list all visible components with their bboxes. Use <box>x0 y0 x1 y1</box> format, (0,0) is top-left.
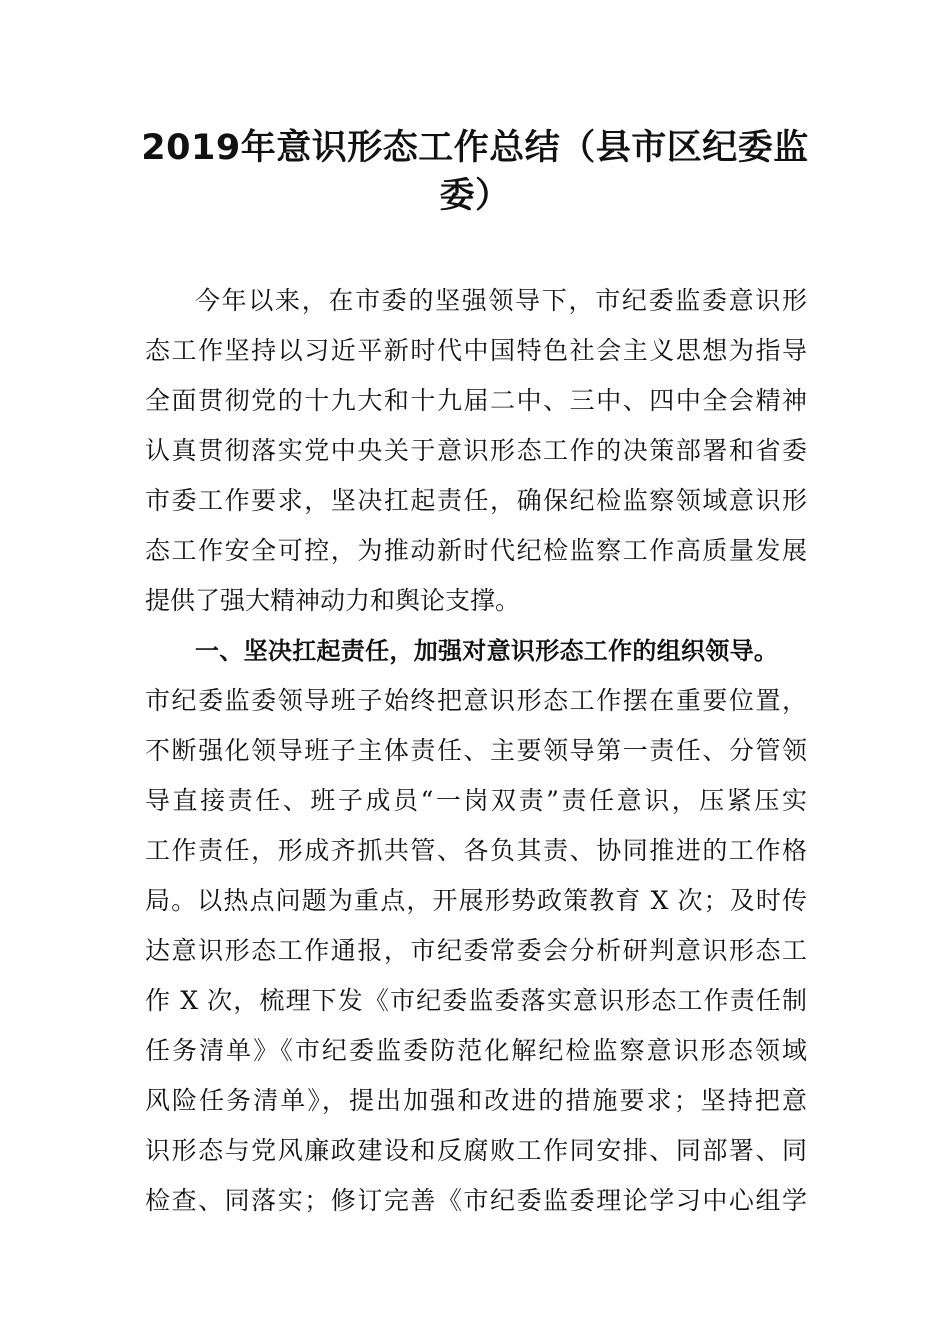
paragraph-line: 全面贯彻党的十九大和十九届二中、三中、四中全会精神 <box>145 386 807 415</box>
document-title <box>140 124 810 220</box>
document-body <box>145 276 807 1226</box>
paragraph-line: 识形态与党风廉政建设和反腐败工作同安排、同部署、同 <box>145 1136 807 1165</box>
paragraph-line: 工作责任，形成齐抓共管、各负其责、协同推进的工作格 <box>145 836 807 865</box>
paragraph-line: 任务清单》《市纪委监委防范化解纪检监察意识形态领域 <box>145 1036 807 1065</box>
paragraph-line: 作 X 次，梳理下发《市纪委监委落实意识形态工作责任制 <box>145 986 807 1015</box>
paragraph-line: 局。以热点问题为重点，开展形势政策教育 X 次；及时传 <box>145 886 807 915</box>
paragraph-line: 检查、同落实；修订完善《市纪委监委理论学习中心组学 <box>145 1186 807 1215</box>
paragraph-line: 市纪委监委领导班子始终把意识形态工作摆在重要位置， <box>145 686 807 715</box>
paragraph-line: 态工作坚持以习近平新时代中国特色社会主义思想为指导 <box>145 336 807 365</box>
paragraph-line: 不断强化领导班子主体责任、主要领导第一责任、分管领 <box>145 736 807 765</box>
paragraph-line: 态工作安全可控，为推动新时代纪检监察工作高质量发展 <box>145 536 807 565</box>
paragraph-line: 市委工作要求，坚决扛起责任，确保纪检监察领域意识形 <box>145 486 807 515</box>
paragraph-line: 导直接责任、班子成员“一岗双责”责任意识，压紧压实 <box>145 786 807 815</box>
paragraph-line: 达意识形态工作通报，市纪委常委会分析研判意识形态工 <box>145 936 807 965</box>
title-line-1: 2019年意识形态工作总结（县市区纪委监 <box>141 128 809 168</box>
paragraph-line: 风险任务清单》，提出加强和改进的措施要求；坚持把意 <box>145 1086 807 1115</box>
paragraph-line: 提供了强大精神动力和舆论支撑。 <box>145 586 521 615</box>
title-line-2: 委） <box>439 176 511 216</box>
paragraph-line: 认真贯彻落实党中央关于意识形态工作的决策部署和省委 <box>145 436 807 465</box>
section-heading: 一、坚决扛起责任，加强对意识形态工作的组织领导。 <box>195 637 779 665</box>
paragraph-line: 今年以来，在市委的坚强领导下，市纪委监委意识形 <box>195 286 807 315</box>
